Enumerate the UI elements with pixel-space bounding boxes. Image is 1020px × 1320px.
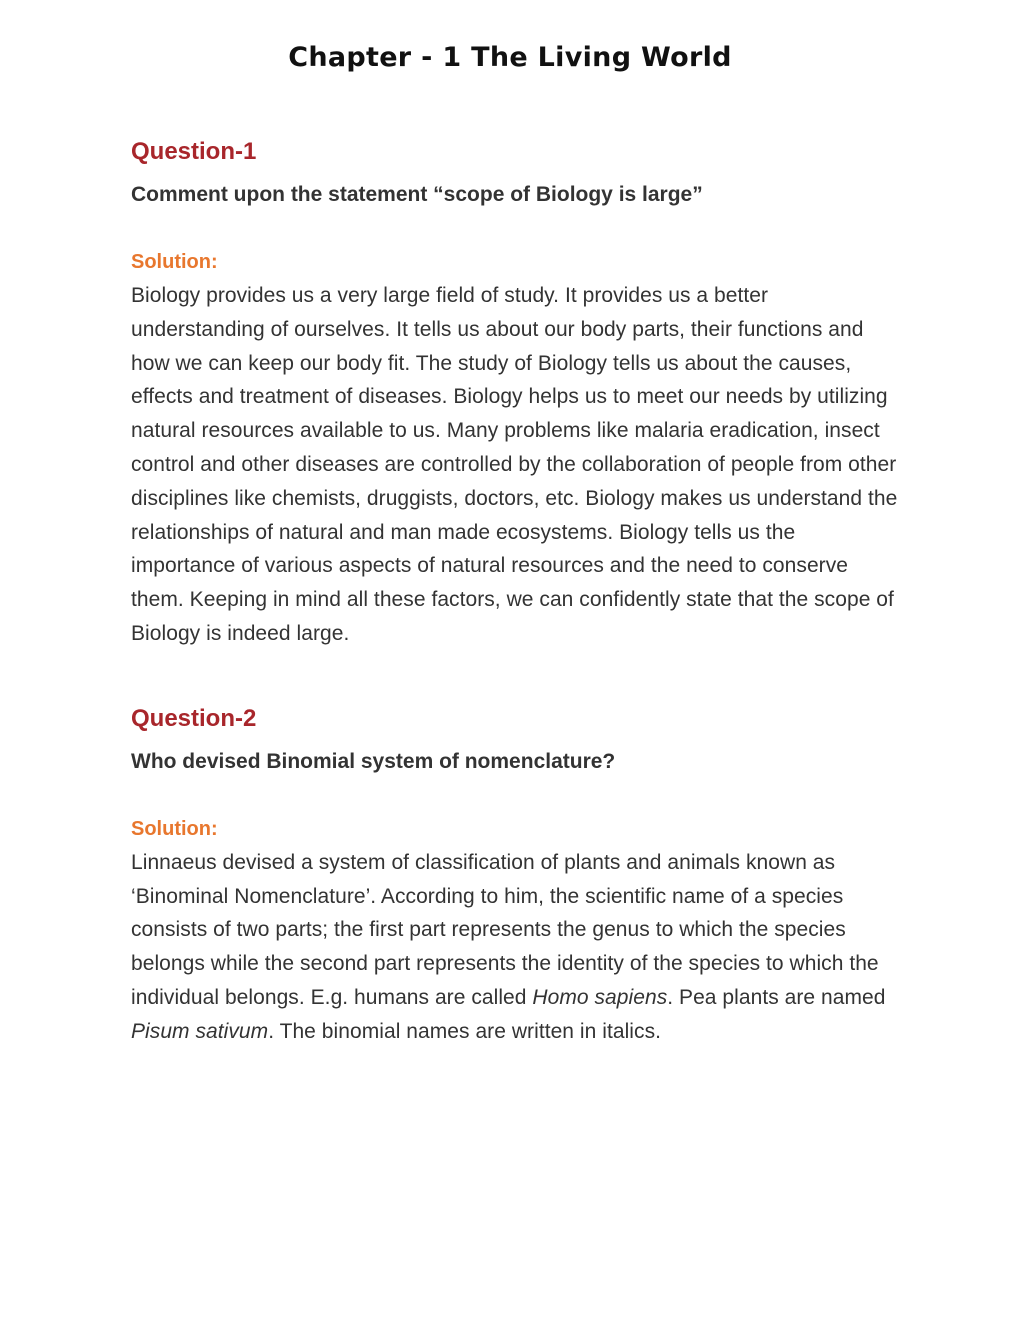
solution-text-part: . The binomial names are written in italics. — [268, 1019, 661, 1043]
content-area — [131, 134, 901, 1049]
solution-label: Solution: — [131, 251, 218, 273]
solution-text — [131, 846, 901, 1049]
scientific-name-italic: Pisum sativum — [131, 1019, 269, 1043]
question-text: Who devised Binomial system of nomenclature? — [131, 749, 616, 773]
question-heading: Question-2 — [131, 704, 257, 732]
question-text: Comment upon the statement “scope of Biology is large” — [131, 183, 703, 206]
question-block-1 — [131, 134, 901, 651]
question-heading: Question-1 — [131, 138, 257, 165]
question-block-2 — [131, 701, 901, 1049]
solution-text-part: . Pea plants are named — [667, 985, 886, 1009]
solution-label: Solution: — [131, 817, 218, 840]
chapter-title: Chapter - 1 The Living World — [288, 42, 732, 73]
scientific-name-italic: Homo sapiens — [532, 985, 668, 1009]
solution-text-part: Linnaeus devised a system of classification of plants and animals known as ‘Binominal Nomenclature’. According to him, the scientific name of a species consists of two parts; the first part represents the genus to which the species belongs while the second part represents the identity of the species to which the individual belongs. E.g. humans are called — [131, 850, 879, 1009]
solution-text: Biology provides us a very large field of study. It provides us a better understanding of ourselves. It tells us about our body parts, their functions and how we can keep our body fit. The study of Biology tells us about the causes, effects and treatment of diseases. Biology helps us to meet our needs by utilizing natural resources available to us. Many problems like malaria eradication, insect control and other diseases are controlled by the collaboration of people from other disciplines like chemists, druggists, doctors, etc. Biology makes us understand the relationships of natural and man made ecosystems. Biology tells us the importance of various aspects of natural resources and the need to conserve them. Keeping in mind all these factors, we can confidently state that the scope of Biology is indeed large. — [131, 284, 898, 645]
